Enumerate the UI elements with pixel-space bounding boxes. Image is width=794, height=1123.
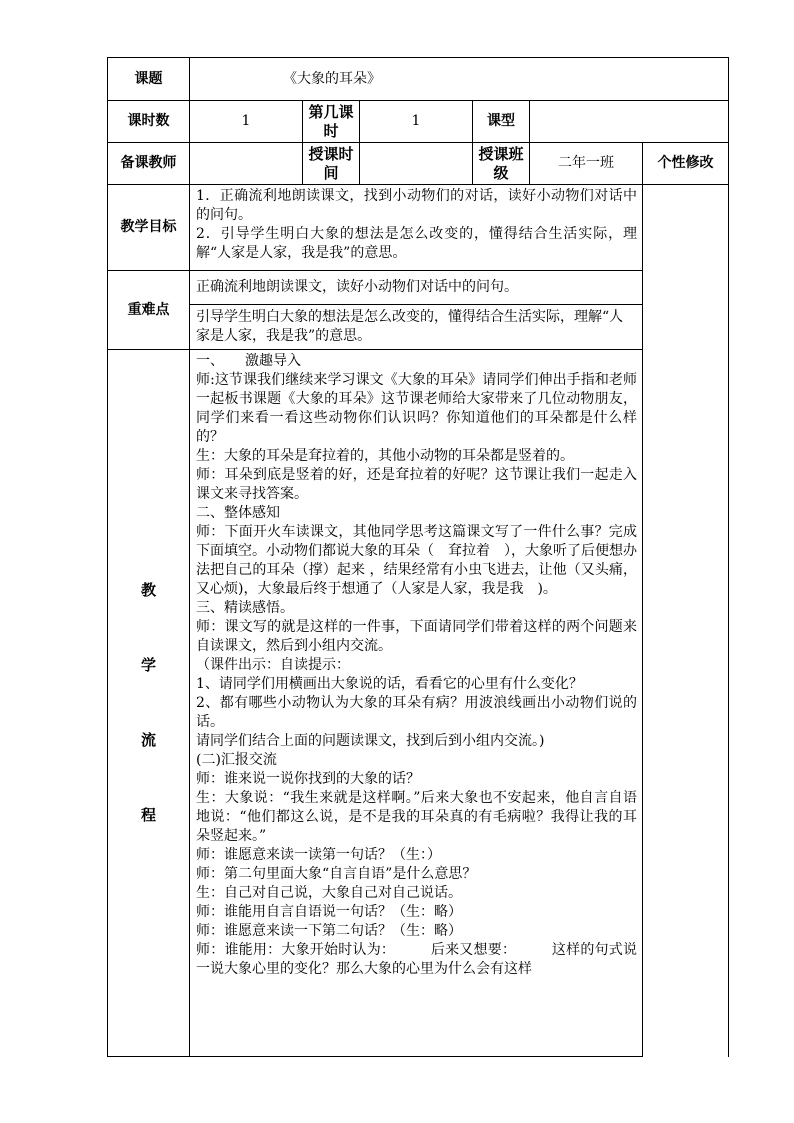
process-char-3: 流 — [140, 731, 156, 749]
hard-point-text: 引导学生明白大象的想法是怎么改变的，懂得结合生活实际，理解“人家是人家，我是我”的意思。 — [196, 309, 624, 344]
process-line: (二)汇报交流 — [196, 752, 277, 768]
process-line: 师：耳朵到底是竖着的好，还是耷拉着的好呢？这节课让我们一起走入课文来寻找答案。 — [196, 467, 637, 502]
process-char-1: 教 — [140, 581, 156, 599]
process-line: 二、整体感知 — [196, 505, 280, 521]
which-lesson-label: 第几课时 — [303, 101, 360, 143]
process-line: 2、都有哪些小动物认为大象的耳朵有病？用波浪线画出小动物们说的话。 — [196, 695, 637, 730]
process-row — [108, 350, 729, 1057]
process-char-2: 学 — [140, 656, 156, 674]
process-line: 师：谁能用：大象开始时认为： 后来又想要： 这样的句式说一说大象心里的变化？那么大象的心里为什么会有这样 — [196, 942, 637, 977]
lesson-type-label: 课型 — [473, 101, 530, 143]
goal-line-2: 2．引导学生明白大象的想法是怎么改变的，懂得结合生活实际，理解“人家是人家，我是我”的意思。 — [196, 226, 637, 261]
teacher-value — [190, 143, 303, 185]
process-label — [108, 350, 190, 1057]
teacher-row — [108, 143, 729, 185]
process-line: 师：谁愿意来读一读第一句话？（生：） — [196, 847, 441, 863]
hours-label: 课时数 — [108, 101, 190, 143]
lesson-type-value — [530, 101, 729, 143]
teach-class-value: 二年一班 — [530, 143, 643, 185]
process-line: 生：大象的耳朵是耷拉着的，其他小动物的耳朵都是竖着的。 — [196, 448, 574, 464]
hours-row — [108, 101, 729, 143]
process-line: 师：下面开火车读课文，其他同学思考这篇课文写了一件什么事？完成下面填空。小动物们都说大象的耳朵（ 耷拉着 ），大象听了后便想办法把自己的耳朵（撑）起来 ，结果经常有小虫飞进去，让他（又头痛，又心烦)，大象最后终于想通了（人家是人家，我是我 )。 — [196, 524, 637, 597]
goal-line-1: 1．正确流利地朗读课文，找到小动物们的对话，读好小动物们对话中的问句。 — [196, 188, 637, 223]
title-row — [108, 58, 729, 101]
hours-value: 1 — [190, 101, 303, 143]
process-line: 师:这节课我们继续来学习课文《大象的耳朵》请同学们伸出手指和老师一起板书课题《大象的耳朵》这节课老师给大家带来了几位动物朋友，同学们来看一看这些动物你们认识吗？你知道他们的耳朵都是什么样的？ — [196, 372, 637, 445]
key-point — [190, 271, 643, 305]
which-lesson-value: 1 — [360, 101, 473, 143]
process-line: 师：谁来说一说你找到的大象的话？ — [196, 771, 420, 787]
key-point-text: 正确流利地朗读课文，读好小动物们对话中的问句。 — [196, 279, 518, 295]
process-line: 生：自己对自己说，大象自己对自己说话。 — [196, 885, 462, 901]
title-label: 课题 — [108, 58, 190, 101]
process-line: （课件出示：自读提示： — [196, 657, 350, 673]
process-line: 三、精读感悟。 — [196, 600, 294, 616]
teacher-label: 备课教师 — [108, 143, 190, 185]
process-line: 请同学们结合上面的问题读课文，找到后到小组内交流。) — [196, 733, 545, 749]
process-line: 1、请同学们用横画出大象说的话，看看它的心里有什么变化？ — [196, 676, 583, 692]
teach-class-label: 授课班级 — [473, 143, 530, 185]
process-line: 师：谁愿意来读一下第二句话？（生：略） — [196, 923, 462, 939]
teach-time-value — [360, 143, 473, 185]
personal-edit-label: 个性修改 — [643, 143, 729, 185]
personal-edit-column — [643, 185, 729, 1057]
teach-time-label: 授课时间 — [303, 143, 360, 185]
key-point-row — [108, 271, 729, 305]
process-char-4: 程 — [140, 806, 156, 824]
process-content — [190, 350, 643, 1057]
goals-row — [108, 185, 729, 271]
hard-point — [190, 305, 643, 350]
lesson-plan-table — [107, 57, 729, 1057]
hard-point-row — [108, 305, 729, 350]
process-line: 师：第二句里面大象“自言自语”是什么意思？ — [196, 866, 477, 882]
process-line: 师：谁能用自言自语说一句话？（生：略） — [196, 904, 462, 920]
process-line: 一、 激趣导入 — [196, 353, 301, 369]
difficulty-label: 重难点 — [108, 271, 190, 350]
goals-label: 教学目标 — [108, 185, 190, 271]
goals-content — [190, 185, 643, 271]
process-line: 师：课文写的就是这样的一件事，下面请同学们带着这样的两个问题来自读课文，然后到小组内交流。 — [196, 619, 637, 654]
process-line: 生：大象说：“我生来就是这样啊。”后来大象也不安起来，他自言自语地说：“他们都这么说，是不是我的耳朵真的有毛病啦？我得让我的耳朵竖起来。” — [196, 790, 637, 844]
title-value: 《大象的耳朵》 — [190, 58, 729, 101]
